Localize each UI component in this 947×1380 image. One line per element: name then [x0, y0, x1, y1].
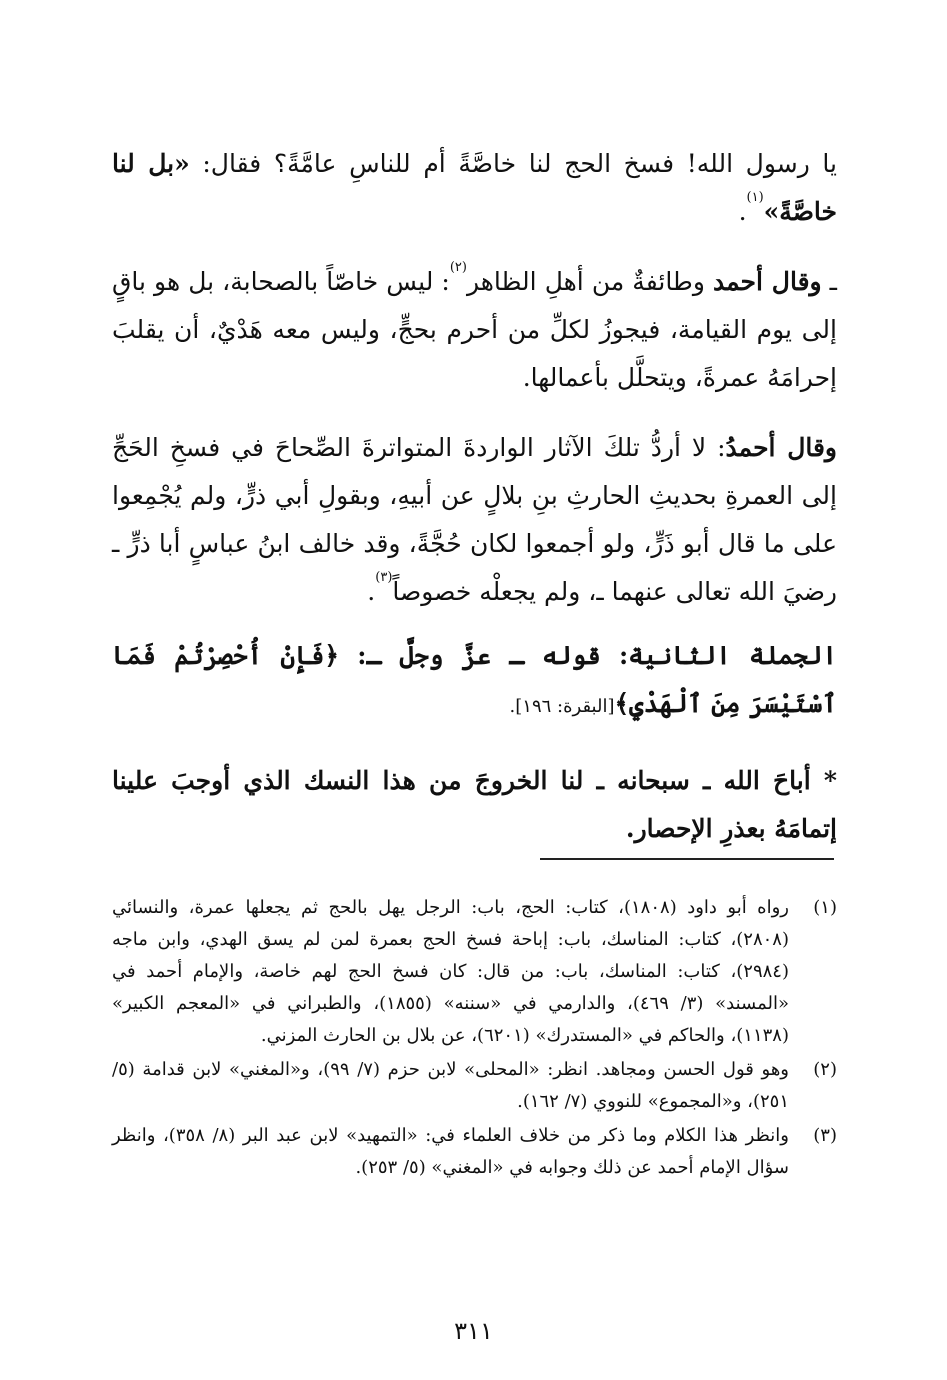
paragraph-3 [112, 424, 837, 616]
ruling-text: * أباحَ الله ـ سبحانه ـ لنا الخروجَ من هذا النسك الذي أوجبَ علينا إتمامَهُ بعذرِ الإحصار. [112, 766, 837, 843]
paragraph-2-text-a: وطائفةٌ من أهلِ الظاهر [466, 267, 713, 296]
footnote-item [112, 1120, 837, 1184]
paragraph-1-end: . [738, 197, 747, 226]
footnote-text: وانظر هذا الكلام وما ذكر من خلاف العلماء في: «التمهيد» لابن عبد البر (٨/ ٣٥٨)، وانظر سؤال الإمام أحمد عن ذلك وجوابه في «المغني» (٥/ ٢٥٣). [112, 1125, 789, 1178]
paragraph-1-text: يا رسول الله! فسخ الحج لنا خاصَّةً أم للناسِ عامَّةً؟ فقال: [189, 149, 838, 178]
footnote-ref-2[interactable]: (٢) [449, 259, 467, 275]
section-heading-paragraph [112, 632, 837, 728]
paragraph-3-end: . [367, 577, 376, 606]
page-number: ٣١١ [454, 1317, 493, 1345]
paragraph-2-speaker: وقال أحمد [712, 267, 822, 296]
ruling-paragraph [112, 757, 837, 853]
section-label: الجملة الثانية: قوله ـ عزَّ وجلَّ ـ: [339, 641, 837, 670]
paragraph-1-quote: «بل لنا خاصَّةً» [112, 149, 837, 226]
footnote-ref-3[interactable]: (٣) [375, 569, 393, 585]
footnotes [112, 892, 837, 1186]
paragraph-3-text: : لا أردُّ تلكَ الآثار الواردةَ المتواترةَ الصِّحاحَ في فسخِ الحَجِّ إلى العمرةِ بحديثِ الحارثِ بنِ بلالٍ عن أبيهِ، وبقولِ أبي ذرٍّ، ولم يُجْمِعوا على ما قال أبو ذَرٍّ، ولو أجمعوا لكان حُجَّةً، وقد خالف ابنُ عباسٍ أبا ذرٍّ ـ رضيَ الله تعالى عنهما ـ، ولم يجعلْه خصوصاً [112, 433, 837, 606]
footnote-text: رواه أبو داود (١٨٠٨)، كتاب: الحج، باب: الرجل يهل بالحج ثم يجعلها عمرة، والنسائي (٢٨٠٨)، كتاب: المناسك، باب: إباحة فسخ الحج بعمرة لمن لم يسق الهدي، وابن ماجه (٢٩٨٤)، كتاب: المناسك، باب: من قال: كان فسخ الحج لهم خاصة، والإمام أحمد في «المسند» (٣/ ٤٦٩)، والدارمي في «سننه» (١٨٥٥)، والطبراني في «المعجم الكبير» (١١٣٨)، والحاكم في «المستدرك» (٦٢٠١)، عن بلال بن الحارث المزني. [112, 897, 789, 1046]
footnote-separator [540, 858, 834, 860]
footnote-item [112, 892, 837, 1052]
footnote-ref-1[interactable]: (١) [746, 189, 764, 205]
quran-verse: ﴿فَإِنْ أُحْصِرْتُمْ فَمَا ٱسْتَيْسَرَ مِنَ ٱلْهَدْيِ﴾ [112, 641, 837, 718]
paragraph-1 [112, 140, 837, 236]
paragraph-2-dash: ـ [821, 267, 837, 296]
footnote-text: وهو قول الحسن ومجاهد. انظر: «المحلى» لابن حزم (٧/ ٩٩)، و«المغني» لابن قدامة (٥/ ٢٥١)، و«المجموع» للنووي (٧/ ١٦٢). [112, 1059, 790, 1112]
paragraph-3-speaker: وقال أحمدُ [725, 433, 838, 462]
paragraph-2-text-b: : ليس خاصّاً بالصحابة، بل هو باقٍ إلى يوم القيامة، فيجوزُ لكلِّ من أحرم بحجٍّ، وليس معه هَدْيٌ، أن يقلبَ إحرامَهُ عمرةً، ويتحلَّل بأعمالها. [112, 267, 837, 392]
footnote-item [112, 1054, 837, 1118]
footnote-number: (١) [813, 897, 837, 918]
paragraph-2 [112, 258, 837, 402]
verse-reference: [البقرة: ١٩٦]. [509, 696, 615, 717]
footnote-number: (٢) [813, 1059, 837, 1080]
footnote-number: (٣) [813, 1125, 837, 1146]
